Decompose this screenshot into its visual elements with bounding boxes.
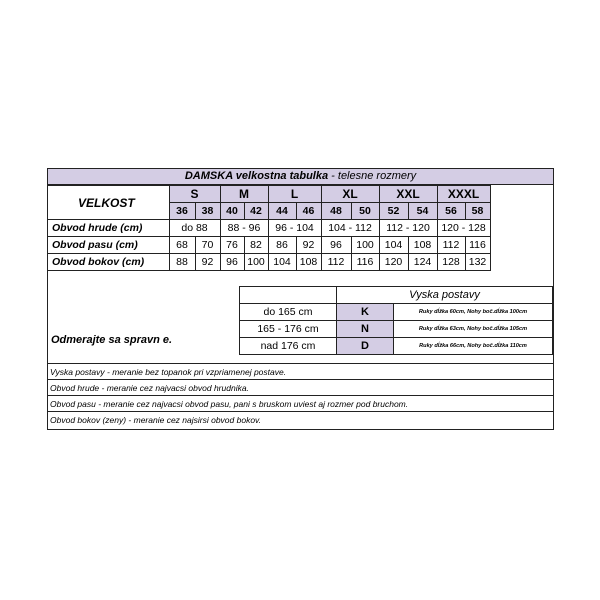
height-range: 165 - 176 cm xyxy=(240,321,337,338)
size-number: 38 xyxy=(195,203,220,220)
size-number: 50 xyxy=(351,203,379,220)
size-number: 58 xyxy=(465,203,490,220)
value-cell: 104 - 112 xyxy=(321,220,379,237)
row-label-bokov: Obvod bokov (cm) xyxy=(48,254,169,271)
chart-title-sub: - telesne rozmery xyxy=(328,170,417,182)
size-letter-xl: XL xyxy=(321,186,379,203)
measure-instruction: Odmerajte sa spravn e. xyxy=(51,334,173,346)
height-code: N xyxy=(337,321,394,338)
table-row-hrude xyxy=(48,220,490,237)
value-cell: 82 xyxy=(244,237,268,254)
value-cell: 116 xyxy=(465,237,490,254)
note-line: Obvod hrude - meranie cez najvacsi obvod hrudnika. xyxy=(48,379,553,395)
note-line: Obvod bokov (zeny) - meranie cez najsirsi obvod bokov. xyxy=(48,411,553,427)
value-cell: 116 xyxy=(351,254,379,271)
size-number: 56 xyxy=(437,203,465,220)
height-table xyxy=(239,286,553,355)
height-code: K xyxy=(337,304,394,321)
size-number: 44 xyxy=(268,203,296,220)
value-cell: 100 xyxy=(351,237,379,254)
height-range: do 165 cm xyxy=(240,304,337,321)
row-label-hrude: Obvod hrude (cm) xyxy=(48,220,169,237)
value-cell: 108 xyxy=(408,237,437,254)
value-cell: 120 - 128 xyxy=(437,220,490,237)
measurement-notes xyxy=(48,363,553,427)
value-cell: 132 xyxy=(465,254,490,271)
height-note: Ruky dĺžka 66cm, Nohy boč.dĺžka 110cm xyxy=(394,338,553,355)
size-number: 52 xyxy=(379,203,408,220)
height-note: Ruky dĺžka 63cm, Nohy boč.dĺžka 105cm xyxy=(394,321,553,338)
height-table-title: Vyska postavy xyxy=(337,287,553,304)
height-range: nad 176 cm xyxy=(240,338,337,355)
height-row-k xyxy=(240,304,553,321)
size-chart xyxy=(47,168,554,430)
value-cell: do 88 xyxy=(169,220,220,237)
value-cell: 88 xyxy=(169,254,195,271)
height-code: D xyxy=(337,338,394,355)
size-letter-s: S xyxy=(169,186,220,203)
value-cell: 100 xyxy=(244,254,268,271)
value-cell: 68 xyxy=(169,237,195,254)
height-note: Ruky dĺžka 60cm, Nohy boč.dĺžka 100cm xyxy=(394,304,553,321)
size-letter-row xyxy=(48,186,490,203)
value-cell: 96 xyxy=(220,254,244,271)
table-row-bokov xyxy=(48,254,490,271)
size-letter-m: M xyxy=(220,186,268,203)
size-number: 46 xyxy=(296,203,321,220)
size-letter-xxl: XXL xyxy=(379,186,437,203)
value-cell: 108 xyxy=(296,254,321,271)
value-cell: 112 xyxy=(321,254,351,271)
size-number: 48 xyxy=(321,203,351,220)
value-cell: 128 xyxy=(437,254,465,271)
value-cell: 86 xyxy=(268,237,296,254)
value-cell: 124 xyxy=(408,254,437,271)
size-number: 42 xyxy=(244,203,268,220)
size-number: 54 xyxy=(408,203,437,220)
size-table xyxy=(48,185,491,271)
value-cell: 112 - 120 xyxy=(379,220,437,237)
value-cell: 112 xyxy=(437,237,465,254)
size-number: 36 xyxy=(169,203,195,220)
value-cell: 104 xyxy=(268,254,296,271)
value-cell: 120 xyxy=(379,254,408,271)
value-cell: 96 - 104 xyxy=(268,220,321,237)
value-cell: 92 xyxy=(195,254,220,271)
velkost-label: VELKOST xyxy=(48,186,169,220)
value-cell: 76 xyxy=(220,237,244,254)
chart-title xyxy=(48,169,553,185)
value-cell: 88 - 96 xyxy=(220,220,268,237)
size-letter-l: L xyxy=(268,186,321,203)
value-cell: 92 xyxy=(296,237,321,254)
note-line: Obvod pasu - meranie cez najvacsi obvod pasu, pani s bruskom uviest aj rozmer pod bruchom. xyxy=(48,395,553,411)
chart-title-main: DAMSKA velkostna tabulka xyxy=(184,170,329,182)
height-row-d xyxy=(240,338,553,355)
row-label-pasu: Obvod pasu (cm) xyxy=(48,237,169,254)
value-cell: 104 xyxy=(379,237,408,254)
note-line: Vyska postavy - meranie bez topanok pri vzpriamenej postave. xyxy=(48,363,553,379)
height-row-n xyxy=(240,321,553,338)
size-letter-xxxl: XXXL xyxy=(437,186,490,203)
table-row-pasu xyxy=(48,237,490,254)
value-cell: 70 xyxy=(195,237,220,254)
size-number: 40 xyxy=(220,203,244,220)
value-cell: 96 xyxy=(321,237,351,254)
